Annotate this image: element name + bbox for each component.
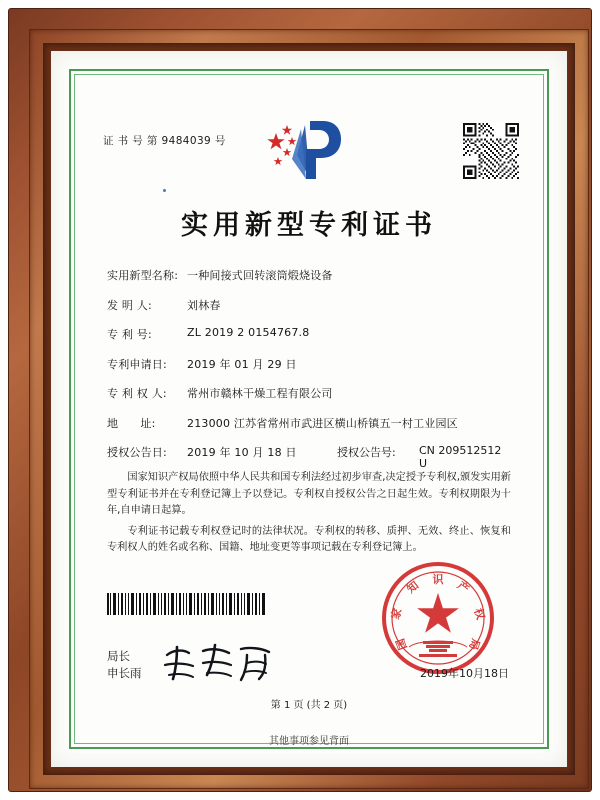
svg-text:识: 识: [432, 573, 444, 586]
field-list: [107, 267, 511, 484]
field-label: 地 址:: [107, 416, 156, 430]
field-value: 刘林春: [187, 298, 221, 312]
signature-handwriting: [159, 639, 279, 685]
qr-code: [463, 123, 519, 179]
field-label: 专 利 权 人:: [107, 387, 167, 400]
field-label: 专利申请日:: [107, 357, 167, 371]
field-value: 2019 年 10 月 18 日: [187, 446, 297, 459]
certificate-paper: [51, 51, 567, 767]
field-label: 发 明 人:: [107, 298, 152, 312]
field-row-application-date: [107, 356, 511, 372]
svg-text:权: 权: [471, 606, 488, 622]
svg-text:知: 知: [404, 578, 422, 596]
field-row-inventor: [107, 297, 511, 313]
decorative-dot: [163, 189, 166, 192]
official-red-seal: [379, 559, 497, 677]
field-value: ZL 2019 2 0154767.8: [187, 326, 310, 339]
field-label-secondary: 授权公告号:: [337, 446, 396, 459]
field-label: 实用新型名称:: [107, 269, 179, 282]
svg-text:产: 产: [454, 578, 472, 596]
svg-text:家: 家: [388, 606, 405, 622]
paragraph-1: 国家知识产权局依照中华人民共和国专利法经过初步审查,决定授予专利权,颁发实用新型专利证书并在专利登记簿上予以登记。专利权自授权公告之日起生效。专利权期限为十年,自申请日起算。: [107, 472, 511, 517]
field-row-patentee: [107, 385, 511, 401]
field-row-utility-model-name: [107, 267, 511, 283]
field-label: 专 利 号:: [107, 328, 152, 341]
certificate-content: [85, 85, 533, 747]
field-row-address: [107, 415, 511, 431]
svg-text:国: 国: [393, 636, 410, 652]
field-row-grant-announcement: [107, 444, 511, 470]
svg-text:局: 局: [466, 636, 483, 652]
signature-block: [107, 648, 142, 681]
field-label: 授权公告日:: [107, 446, 167, 459]
field-value: 常州市赣林干燥工程有限公司: [187, 387, 333, 400]
field-row-patent-number: [107, 326, 511, 342]
field-value: 2019 年 01 月 29 日: [187, 357, 297, 371]
field-value-secondary: CN 209512512 U: [419, 444, 502, 470]
director-name: 申长雨: [107, 665, 142, 680]
certificate-number: 证 书 号 第 9484039 号: [103, 135, 226, 147]
picture-frame-outer: [8, 8, 592, 792]
footer-note: 其他事项参见背面: [269, 736, 349, 747]
director-label: 局长: [107, 649, 130, 664]
barcode: [107, 593, 267, 615]
paragraph-2: 专利证书记载专利权登记时的法律状况。专利权的转移、质押、无效、终止、恢复和专利权人的姓名或名称、国籍、地址变更等事项记载在专利登记簿上。: [107, 525, 511, 554]
field-value: 一种间接式回转滚筒煅烧设备: [187, 269, 333, 282]
body-paragraphs: [107, 470, 511, 561]
cnipa-logo: [261, 115, 357, 185]
page-title: 实用新型专利证书: [181, 210, 437, 241]
seal-date: 2019年10月18日: [420, 667, 509, 680]
page-number: 第 1 页 (共 2 页): [270, 700, 348, 711]
field-value: 213000 江苏省常州市武进区横山桥镇五一村工业园区: [187, 416, 458, 430]
